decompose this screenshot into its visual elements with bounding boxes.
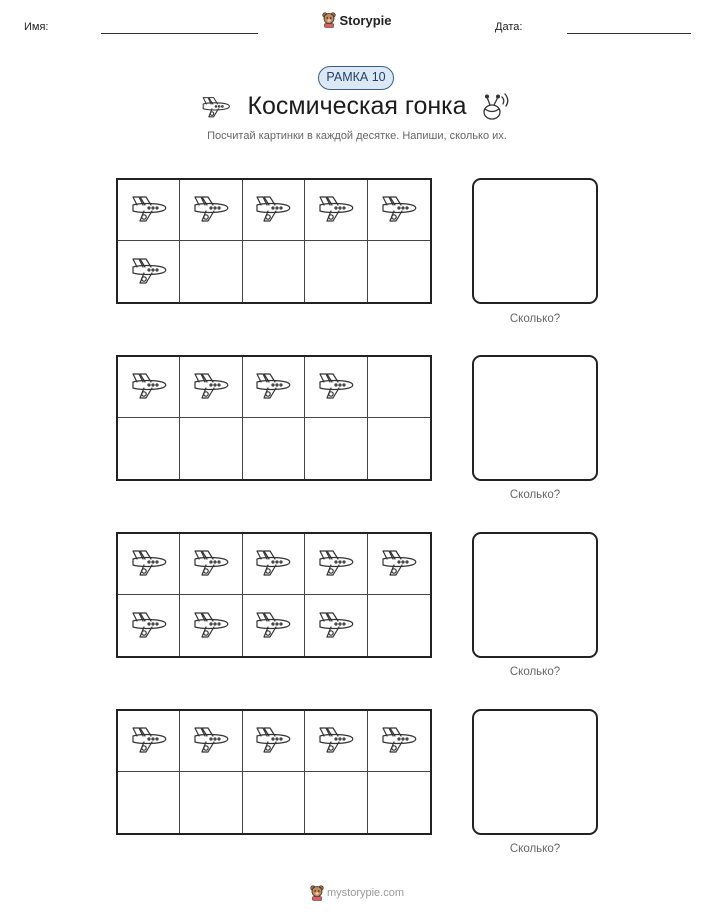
frame-cell — [118, 534, 180, 595]
answer-label-1: Сколько? — [509, 313, 561, 325]
footer — [0, 885, 714, 904]
answer-label-3: Сколько? — [509, 666, 561, 678]
airplane-icon — [316, 725, 356, 757]
answer-label-4: Сколько? — [509, 843, 561, 855]
frame-cell — [305, 595, 367, 656]
ten-frame-4 — [116, 709, 432, 835]
answer-box-4[interactable] — [472, 709, 598, 835]
frame-cell — [243, 711, 305, 772]
frame-cell — [305, 711, 367, 772]
airplane-icon — [129, 725, 169, 757]
airplane-icon — [379, 194, 419, 226]
date-field[interactable] — [567, 33, 691, 34]
date-label: Дата: — [495, 21, 523, 33]
frame-cell — [180, 534, 242, 595]
frame-cell — [243, 418, 305, 479]
airplane-icon — [379, 548, 419, 580]
airplane-icon — [253, 194, 293, 226]
frame-cell — [118, 418, 180, 479]
frame-cell — [243, 180, 305, 241]
frame-cell — [368, 595, 430, 656]
storypie-bear-logo-icon — [322, 12, 336, 28]
storypie-bear-logo-icon — [310, 885, 324, 901]
frame-cell — [180, 772, 242, 833]
answer-box-2[interactable] — [472, 355, 598, 481]
name-label: Имя: — [24, 21, 49, 33]
frame-cell — [305, 241, 367, 302]
frame-cell — [243, 595, 305, 656]
airplane-icon — [129, 256, 169, 288]
frame-cell — [305, 772, 367, 833]
name-field[interactable] — [101, 33, 258, 34]
airplane-icon — [129, 548, 169, 580]
airplane-icon — [191, 725, 231, 757]
instructions: Посчитай картинки в каждой десятке. Напиши, сколько их. — [207, 130, 507, 142]
frame-cell — [118, 595, 180, 656]
frame-cell — [243, 534, 305, 595]
airplane-icon — [316, 610, 356, 642]
frame-cell — [118, 772, 180, 833]
frame-cell — [243, 772, 305, 833]
page-title: Космическая гонка — [247, 92, 467, 120]
airplane-icon — [253, 371, 293, 403]
frame-cell — [368, 772, 430, 833]
frame-cell — [180, 180, 242, 241]
frame-cell — [368, 180, 430, 241]
footer-url: mystorypie.com — [326, 887, 405, 899]
frame-cell — [180, 595, 242, 656]
frame-cell — [118, 711, 180, 772]
airplane-icon — [129, 610, 169, 642]
airplane-icon — [253, 725, 293, 757]
frame-badge: РАМКА 10 — [318, 66, 394, 90]
airplane-icon — [191, 194, 231, 226]
frame-cell — [305, 357, 367, 418]
airplane-icon — [316, 548, 356, 580]
ten-frame-1 — [116, 178, 432, 304]
frame-cell — [118, 180, 180, 241]
brand-name: Storypie — [339, 12, 392, 28]
frame-cell — [180, 357, 242, 418]
airplane-icon — [191, 548, 231, 580]
airplane-icon — [191, 610, 231, 642]
airplane-icon — [379, 725, 419, 757]
frame-cell — [118, 241, 180, 302]
frame-cell — [305, 180, 367, 241]
airplane-icon — [191, 371, 231, 403]
airplane-icon — [316, 371, 356, 403]
frame-cell — [305, 418, 367, 479]
airplane-icon — [253, 548, 293, 580]
frame-cell — [368, 711, 430, 772]
brand-header — [0, 12, 714, 33]
frame-cell — [305, 534, 367, 595]
answer-box-3[interactable] — [472, 532, 598, 658]
frame-cell — [368, 357, 430, 418]
ten-frame-2 — [116, 355, 432, 481]
frame-cell — [118, 357, 180, 418]
answer-label-2: Сколько? — [509, 489, 561, 501]
satellite-icon — [478, 92, 512, 122]
ten-frame-3 — [116, 532, 432, 658]
frame-cell — [180, 241, 242, 302]
airplane-icon — [129, 371, 169, 403]
frame-cell — [368, 534, 430, 595]
frame-cell — [368, 418, 430, 479]
frame-cell — [243, 241, 305, 302]
frame-cell — [180, 418, 242, 479]
frame-cell — [180, 711, 242, 772]
airplane-icon — [129, 194, 169, 226]
airplane-icon — [316, 194, 356, 226]
answer-box-1[interactable] — [472, 178, 598, 304]
frame-cell — [243, 357, 305, 418]
frame-cell — [368, 241, 430, 302]
airplane-icon — [253, 610, 293, 642]
